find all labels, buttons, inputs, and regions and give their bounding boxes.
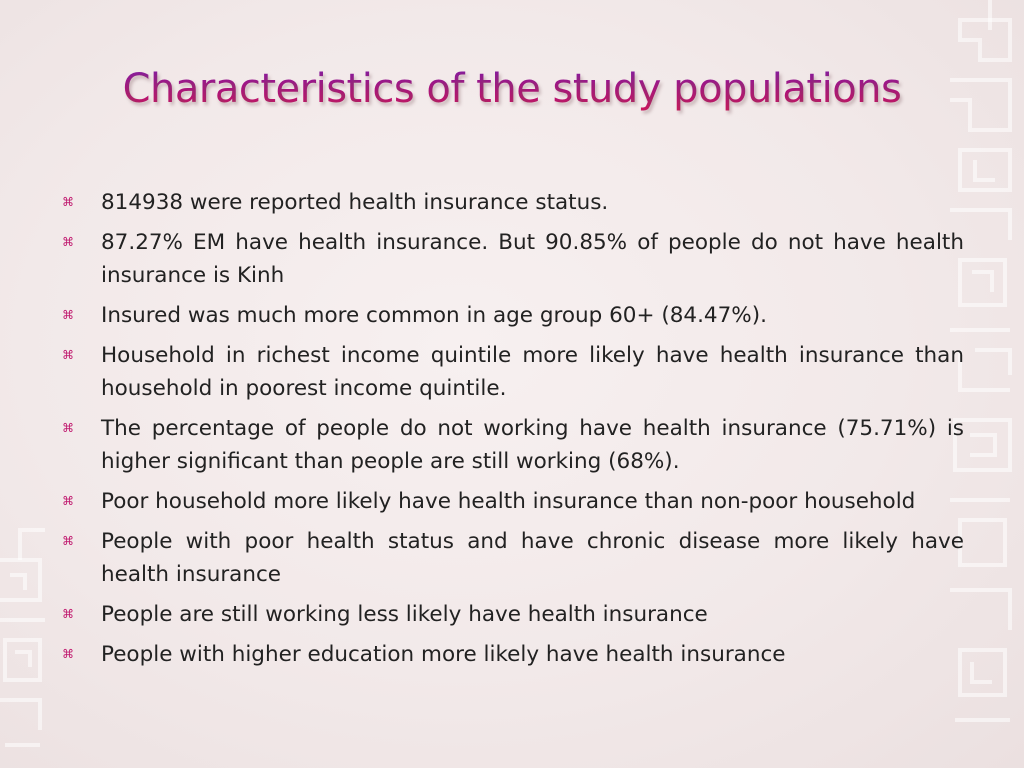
bullet-text: The percentage of people do not working have health insurance (75.71%) is higher significant than people are still working (68%). [101, 416, 964, 474]
bullet-text: 87.27% EM have health insurance. But 90.85% of people do not have health insurance is Kinh [101, 230, 964, 288]
command-icon: ⌘ [62, 235, 74, 249]
bullet-item [62, 299, 964, 332]
bullet-item [62, 598, 964, 631]
command-icon: ⌘ [62, 494, 74, 508]
command-icon: ⌘ [62, 348, 74, 362]
bullet-item [62, 186, 964, 219]
command-icon: ⌘ [62, 647, 74, 661]
bullet-text: People are still working less likely have health insurance [101, 602, 708, 627]
command-icon: ⌘ [62, 607, 74, 621]
bullet-item [62, 412, 964, 478]
bullet-list [62, 186, 964, 678]
bullet-text: People with higher education more likely have health insurance [101, 642, 786, 667]
command-icon: ⌘ [62, 534, 74, 548]
bullet-text: Poor household more likely have health insurance than non-poor household [101, 489, 916, 514]
bullet-item [62, 485, 964, 518]
bullet-item [62, 638, 964, 671]
command-icon: ⌘ [62, 421, 74, 435]
bullet-item [62, 525, 964, 591]
bullet-item [62, 226, 964, 292]
bullet-text: Insured was much more common in age group 60+ (84.47%). [101, 303, 767, 328]
bullet-text: 814938 were reported health insurance status. [101, 190, 609, 215]
bullet-text: People with poor health status and have chronic disease more likely have health insurance [101, 529, 964, 587]
bullet-item [62, 339, 964, 405]
bullet-text: Household in richest income quintile more likely have health insurance than household in poorest income quintile. [101, 343, 964, 401]
command-icon: ⌘ [62, 195, 74, 209]
command-icon: ⌘ [62, 308, 74, 322]
slide-title: Characteristics of the study populations [0, 66, 1024, 112]
